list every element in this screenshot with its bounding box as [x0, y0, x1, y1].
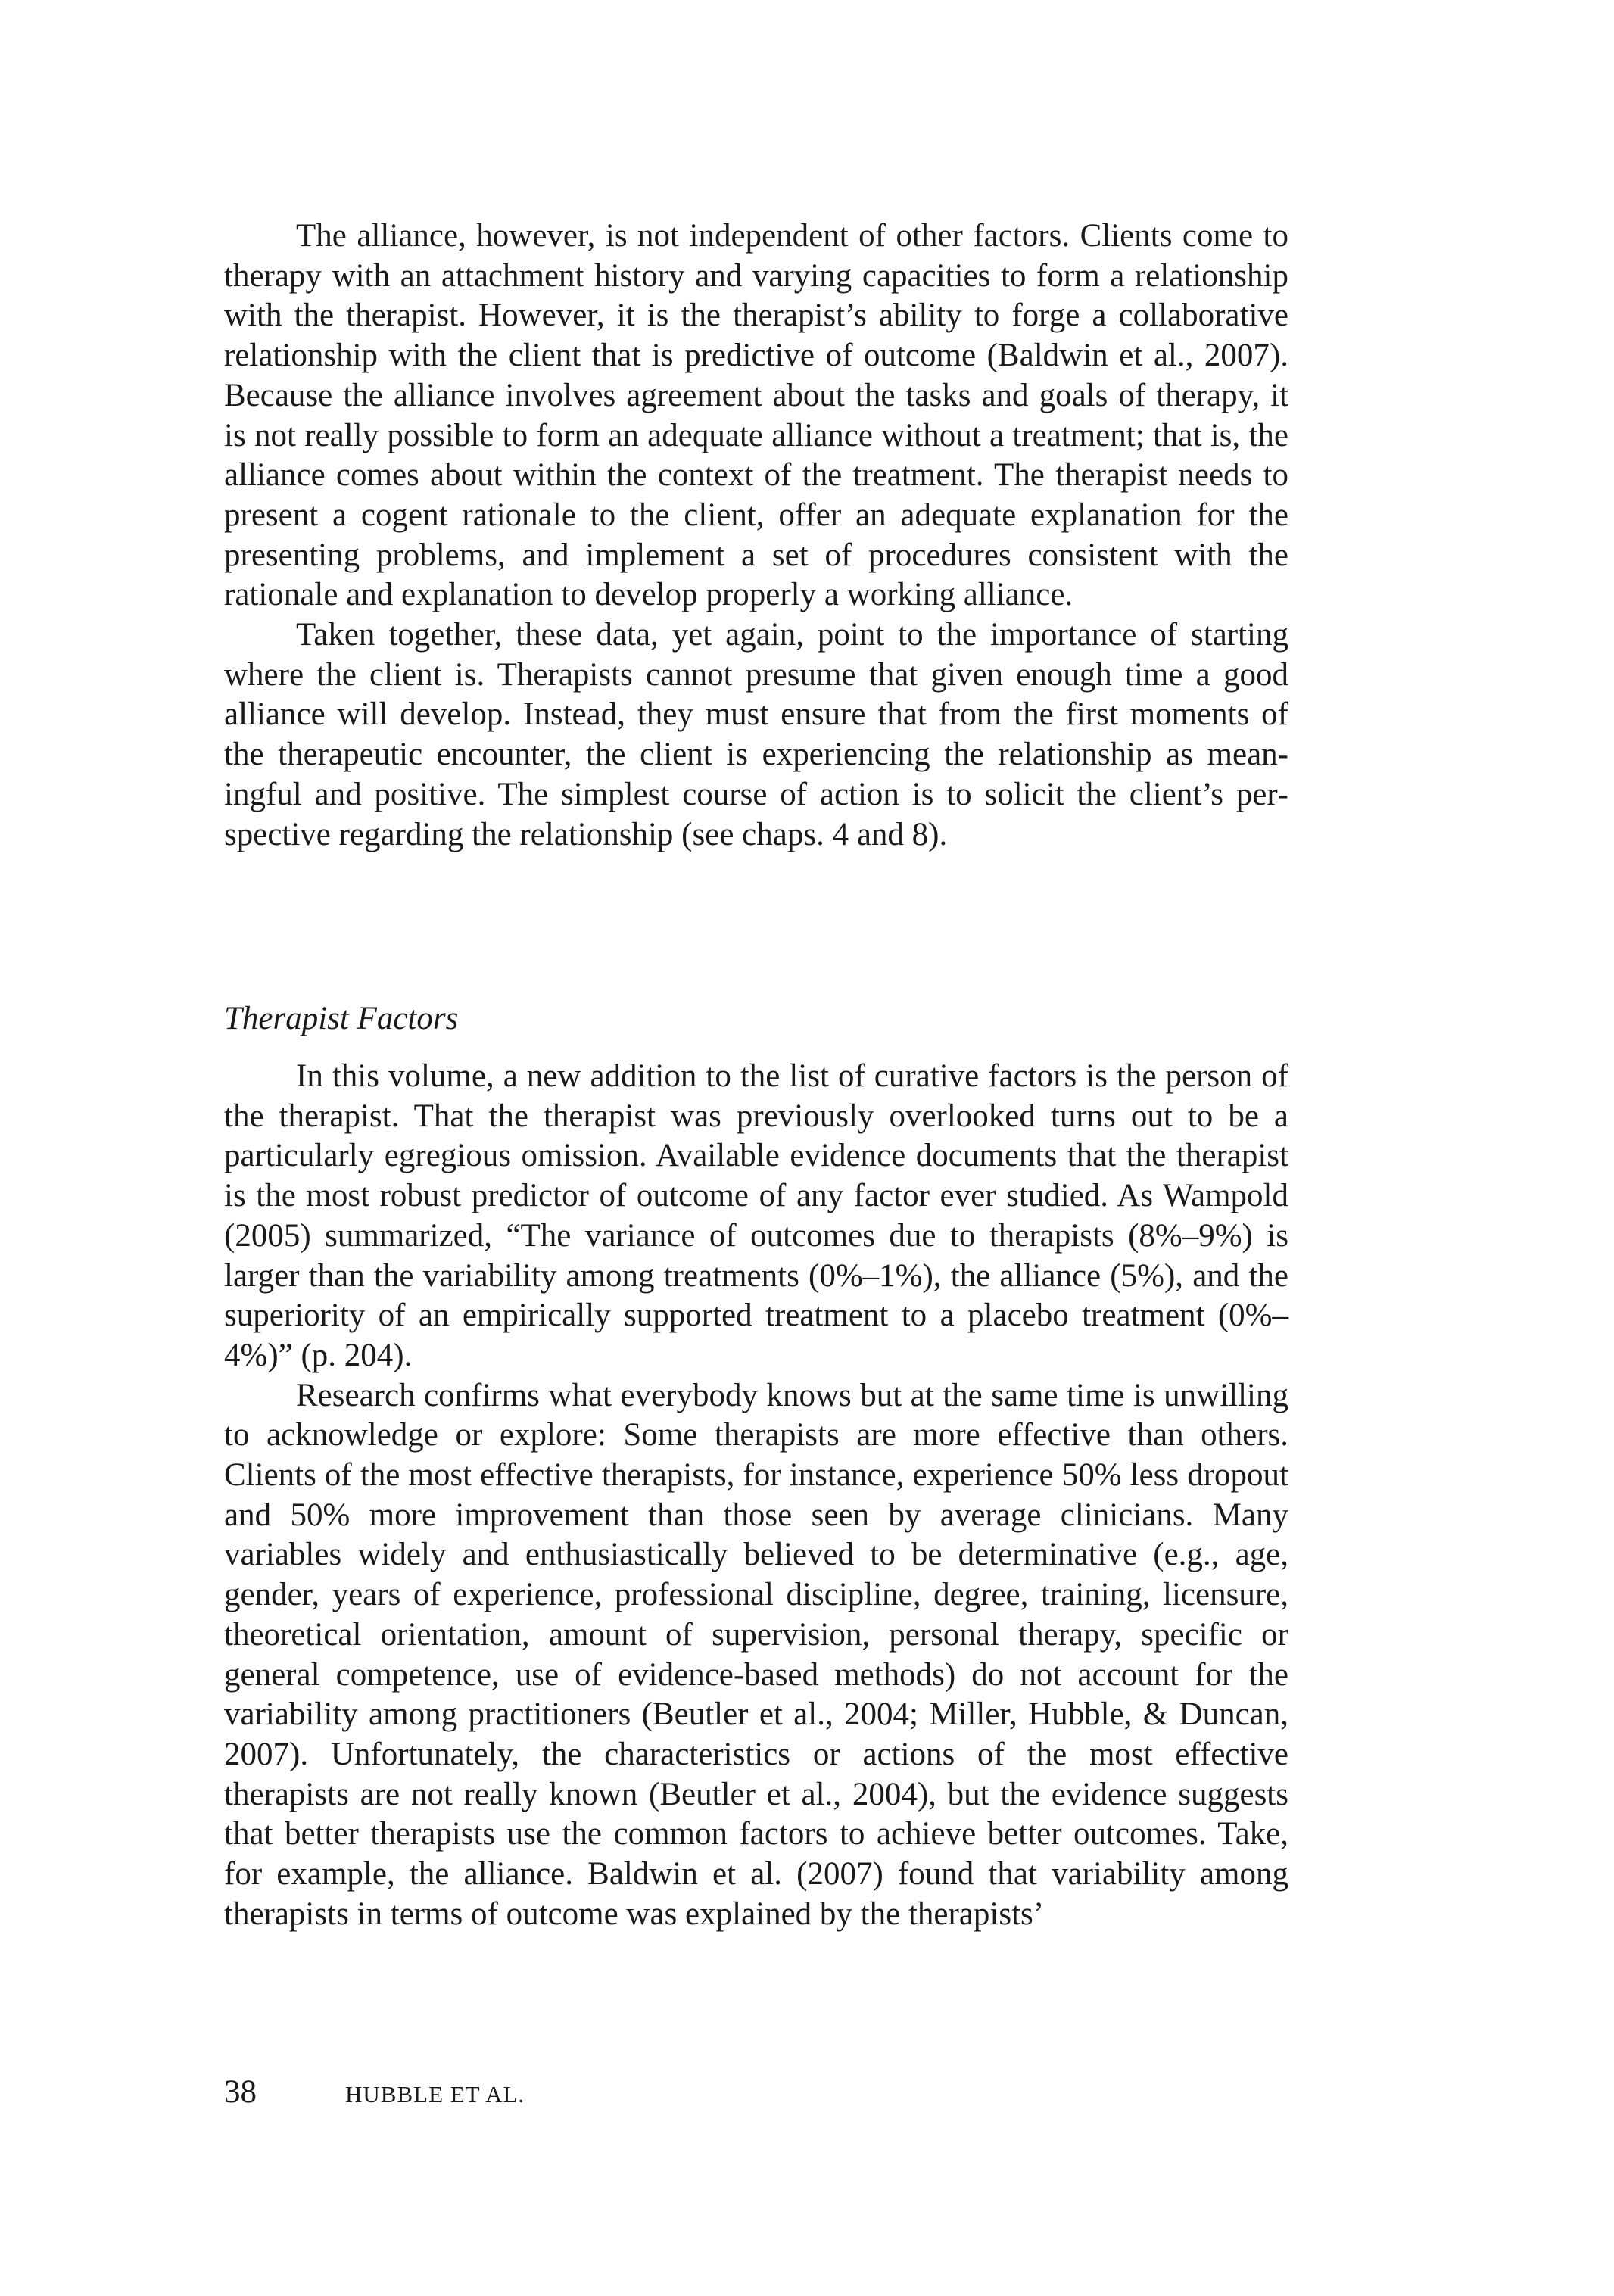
section-heading: Therapist Factors	[224, 1001, 459, 1036]
paragraph: Taken together, these data, yet again, point to the importance of starting where the client is. Therapists cannot presume that given enough time a good alliance will develop. Instead, they must ensure that from the first moments of the therapeutic encounter, the client is experiencing the relationship as meaningful and positive. The simplest course of action is to solicit the client’s perspective regarding the relationship (see chaps. 4 and 8).	[224, 617, 1288, 852]
page-footer	[224, 2073, 525, 2114]
running-head: HUBBLE ET AL.	[345, 2081, 525, 2108]
paragraph: Research confirms what everybody knows but at the same time is unwilling to acknowledge or explore: Some therapists are more effective than others. Clients of the most effective therapists, for instance, experience 50% less dropout and 50% more improvement than those seen by average clinicians. Many variables widely and enthusiastically believed to be determinative (e.g., age, gender, years of experience, professional discipline, degree, training, licensure, theoretical orientation, amount of supervision, personal therapy, specific or general competence, use of evidence-based methods) do not account for the variability among practitioners (Beutler et al., 2004; Miller, Hubble, & Duncan, 2007). Unfortunately, the characteristics or actions of the most effective therapists are not really known (Beutler et al., 2004), but the evidence suggests that better therapists use the common factors to achieve better outcomes. Take, for example, the alliance. Baldwin et al. (2007) found that variability among therapists in terms of outcome was explained by the therapists’	[224, 1377, 1288, 1932]
body-text-top	[224, 217, 1288, 855]
page-number: 38	[224, 2074, 257, 2110]
paragraph: The alliance, however, is not independent of other factors. Clients come to therapy with an attachment history and varying capacities to form a relationship with the therapist. However, it is the therapist’s ability to forge a collaborative relationship with the client that is predictive of outcome (Baldwin et al., 2007). Because the alliance involves agreement about the tasks and goals of therapy, it is not really possible to form an adequate alliance without a treatment; that is, the alliance comes about within the context of the treatment. The therapist needs to present a cogent rationale to the client, offer an adequate explanation for the presenting problems, and implement a set of procedures consistent with the rationale and explanation to develop properly a working alliance.	[224, 218, 1288, 613]
body-text-therapist-factors	[224, 1057, 1288, 1934]
paragraph: In this volume, a new addition to the list of curative factors is the person of the therapist. That the therapist was previously overlooked turns out to be a particularly egregious omission. Available evidence documents that the therapist is the most robust predictor of outcome of any factor ever studied. As Wampold (2005) summarized, “The variance of outcomes due to therapists (8%–9%) is larger than the variability among treatments (0%–1%), the alliance (5%), and the superiority of an empirically supported treatment to a placebo treatment (0%–4%)” (p. 204).	[224, 1058, 1288, 1373]
